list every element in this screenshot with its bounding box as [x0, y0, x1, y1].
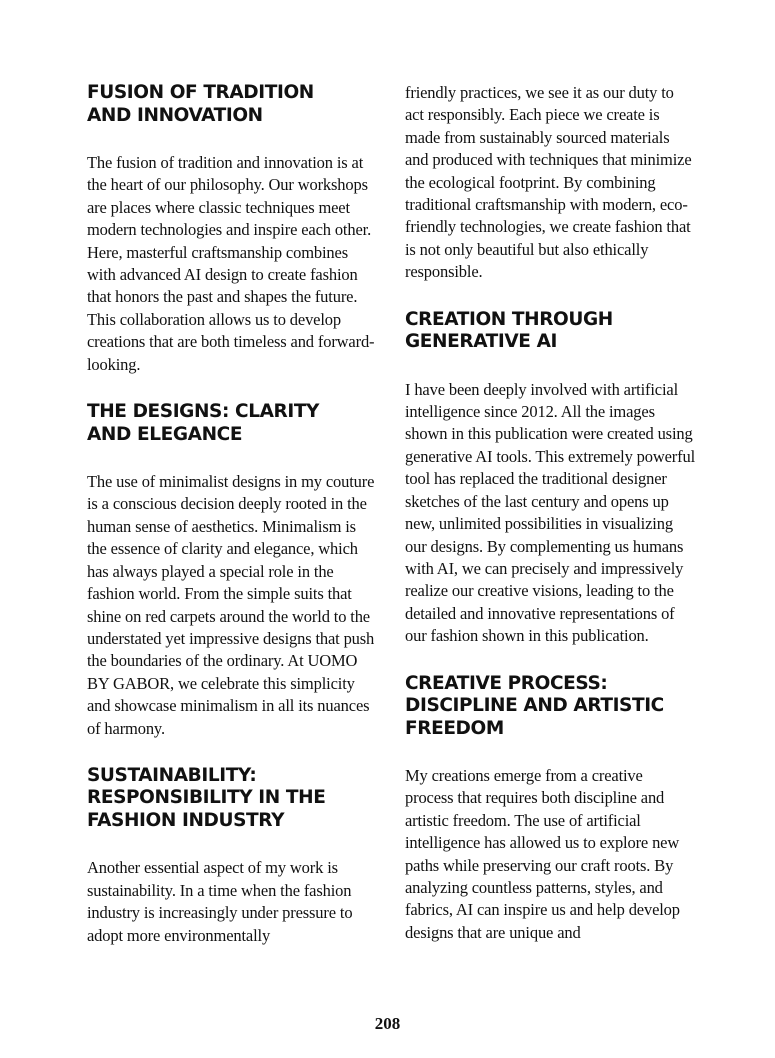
left-column	[87, 82, 377, 972]
section-body-fusion: The fusion of tradition and innovation is at the heart of our philosophy. Our workshops are places where classic techniques meet modern technologies and inspire each other. Here, masterful craftsmanship combines with advanced AI design to create fashion that honors the past and shapes the future. This collaboration allows us to develop creations that are both timeless and forward-looking.	[87, 153, 375, 374]
section-body-designs: The use of minimalist designs in my couture is a conscious decision deeply rooted in the human sense of aesthetics. Minimalism is the essence of clarity and elegance, which has always played a special role in the fashion world. From the simple suits that shine on red carpets around the world to the understated yet impressive designs that push the boundaries of the ordinary. At UOMO BY GABOR, we celebrate this simplicity and showcase minimalism in all its nuances of harmony.	[87, 472, 375, 738]
section-heading-designs: THE DESIGNS: CLARITY AND ELEGANCE	[87, 401, 320, 445]
page-number: 208	[374, 1014, 401, 1033]
section-body-sustainability: Another essential aspect of my work is sustainability. In a time when the fashion industry is increasingly under pressure to adopt more environmentally	[87, 858, 353, 945]
section-body-generative-ai: I have been deeply involved with artificial intelligence since 2012. All the images shown in this publication were created using generative AI tools. This extremely powerful tool has replaced the traditional designer sketches of the last century and opens up new, unlimited possibilities in visualizing our designs. By complementing us humans with AI, we can precisely and impressively realize our creative visions, leading to the detailed and innovative representations of our fashion shown in this publication.	[405, 379, 696, 646]
section-heading-fusion: FUSION OF TRADITION AND INNOVATION	[87, 82, 314, 126]
section-heading-sustainability: SUSTAINABILITY: RESPONSIBILITY IN THE FASHION INDUSTRY	[87, 764, 326, 831]
section-heading-generative-ai: CREATION THROUGH GENERATIVE AI	[405, 308, 613, 353]
section-body-creative-process: My creations emerge from a creative process that requires both discipline and artistic freedom. The use of artificial intelligence has allowed us to explore new paths while preserving our craft roots. By analyzing countless patterns, styles, and fabrics, AI can inspire us and help develop designs that are unique and	[405, 766, 680, 942]
section-heading-creative-process: CREATIVE PROCESS: DISCIPLINE AND ARTISTIC FREEDOM	[405, 672, 664, 739]
continued-paragraph: friendly practices, we see it as our duty to act responsibly. Each piece we create is made from sustainably sourced materials and produced with techniques that minimize the ecological footprint. By combining traditional craftsmanship with modern, eco-friendly technologies, we create fashion that is not only beautiful but also ethically responsible.	[405, 83, 692, 282]
right-column	[405, 82, 695, 969]
